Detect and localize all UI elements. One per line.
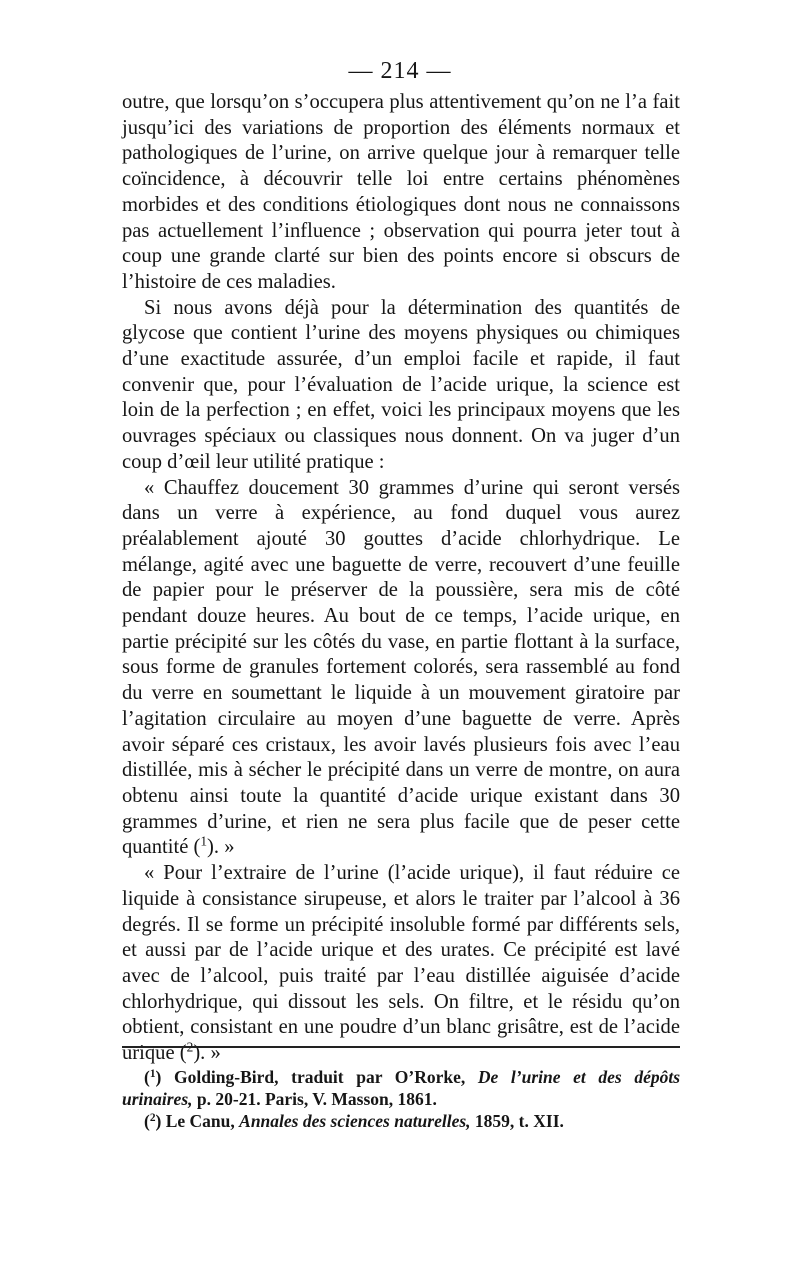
quotation-first-text: « Chauffez doucement 30 grammes d’urine qui seront versés dans un verre à expérience, au fond duquel vous aurez préalablement ajouté 30 gouttes d’acide chlorhydrique. Le mélange, agité avec une baguette de verre, recouvert d’une feuille de papier pour le préserver de la poussière, sera mis de côté pendant douze heures. Au bout de ce temps, l’acide urique, en partie précipité sur les côtés du vase, en partie flottant à la surface, sous forme de granules fortement colorés, sera rassemblé au fond du verre en soumettant le liquide à un mouvement giratoire par l’agitation circulaire au moyen d’une baguette de verre. Après avoir séparé ces cristaux, les avoir lavés plusieurs fois avec l’eau distillée, mis à sécher le précipité dans un verre de montre, on aura obtenu ainsi toute la quantité d’acide urique existant dans 30 grammes d’urine, et rien ne sera plus facile que de peser cette quantité (122, 476, 680, 859)
footnote-title: De l’urine et des dépôts urinaires, (122, 1067, 681, 1109)
page-number: — 214 — (348, 58, 452, 84)
main-text (122, 90, 680, 1067)
footnote-2: ($^2$) Le Canu, Annales des sciences naturelles, 1859, t. XII. (144, 1111, 564, 1131)
closing-guillemet: » (224, 836, 235, 859)
footnote-1: ($^1$) Golding-Bird, traduit par O’Rorke, De l’urine et des dépôts urinaires, p. 20-21. Paris, V. Masson, 1861. (122, 1067, 681, 1109)
footnote-marker: 2 (149, 1111, 156, 1124)
paragraph-glycose: Si nous avons déjà pour la détermination des quantités de glycose que contient l’urine des moyens physiques ou chimiques d’une exactitude assurée, d’un emploi facile et rapide, il faut convenir que, pour l’évaluation de l’acide urique, la science est loin de la perfection ; en effet, voici les principaux moyens que les ouvrages spéciaux ou classiques nous donnent. On va juger d’un coup d’œil leur utilité pratique : (122, 296, 680, 473)
footnote-ref-2: 2 (186, 1039, 194, 1055)
footnote-publication: p. 20-21. Paris, V. Masson, 1861. (196, 1089, 437, 1109)
footnote-publication: 1859, t. XII. (474, 1111, 564, 1131)
footnote-author: Golding-Bird, traduit par O’Rorke, (173, 1067, 466, 1087)
closing-guillemet: » (210, 1042, 221, 1065)
footnote-marker: 1 (149, 1067, 156, 1080)
footnote-separator (122, 1046, 680, 1048)
quotation-first: « Chauffez doucement 30 grammes d’urine qui seront versés dans un verre à expérience, au fond duquel vous aurez préalablement ajouté 30 gouttes d’acide chlorhydrique. Le mélange, agité avec une baguette de verre, recouvert d’une feuille de papier pour le préserver de la poussière, sera mis de côté pendant douze heures. Au bout de ce temps, l’acide urique, en partie précipité sur les côtés du vase, en partie flottant à la surface, sous forme de granules fortement colorés, sera rassemblé au fond du verre en soumettant le liquide à un mouvement giratoire par l’agitation circulaire au moyen d’une baguette de verre. Après avoir séparé ces cristaux, les avoir lavés plusieurs fois avec l’eau distillée, mis à sécher le précipité dans un verre de montre, on aura obtenu ainsi toute la quantité d’acide urique existant dans 30 grammes d’urine, et rien ne sera plus facile que de peser cette quantité ($^1$). » (122, 476, 680, 859)
footnotes (122, 1066, 680, 1132)
footnote-author: Le Canu, (165, 1111, 235, 1131)
footnote-title: Annales des sciences naturelles, (239, 1111, 471, 1131)
paragraph-continuation: outre, que lorsqu’on s’occupera plus attentivement qu’on ne l’a fait jusqu’ici des variations de proportion des éléments normaux et pathologiques de l’urine, on arrive quelque jour à remarquer telle coïncidence, à découvrir telle loi entre certains phénomènes morbides et des conditions étiologiques dont nous ne connaissons pas actuellement l’influence ; observation qui pourra jeter tout à coup une grande clarté sur bien des points encore si obscurs de l’histoire de ces maladies. (122, 91, 680, 293)
footnote-ref-1: 1 (200, 834, 208, 850)
quotation-second-text: « Pour l’extraire de l’urine (l’acide urique), il faut réduire ce liquide à consistance sirupeuse, et alors le traiter par l’alcool à 36 degrés. Il se forme un précipité insoluble formé par différents sels, et aussi par de l’acide urique et des urates. Ce précipité est lavé avec de l’alcool, puis traité par l’eau distillée aiguisée d’acide chlorhydrique, qui dissout les sels. On filtre, et le résidu qu’on obtient, consistant en une poudre d’un blanc grisâtre, est de l’acide urique (122, 862, 680, 1065)
quotation-second: « Pour l’extraire de l’urine (l’acide urique), il faut réduire ce liquide à consistance sirupeuse, et alors le traiter par l’alcool à 36 degrés. Il se forme un précipité insoluble formé par différents sels, et aussi par de l’acide urique et des urates. Ce précipité est lavé avec de l’alcool, puis traité par l’eau distillée aiguisée d’acide chlorhydrique, qui dissout les sels. On filtre, et le résidu qu’on obtient, consistant en une poudre d’un blanc grisâtre, est de l’acide urique ($^2$). » (122, 862, 680, 1065)
